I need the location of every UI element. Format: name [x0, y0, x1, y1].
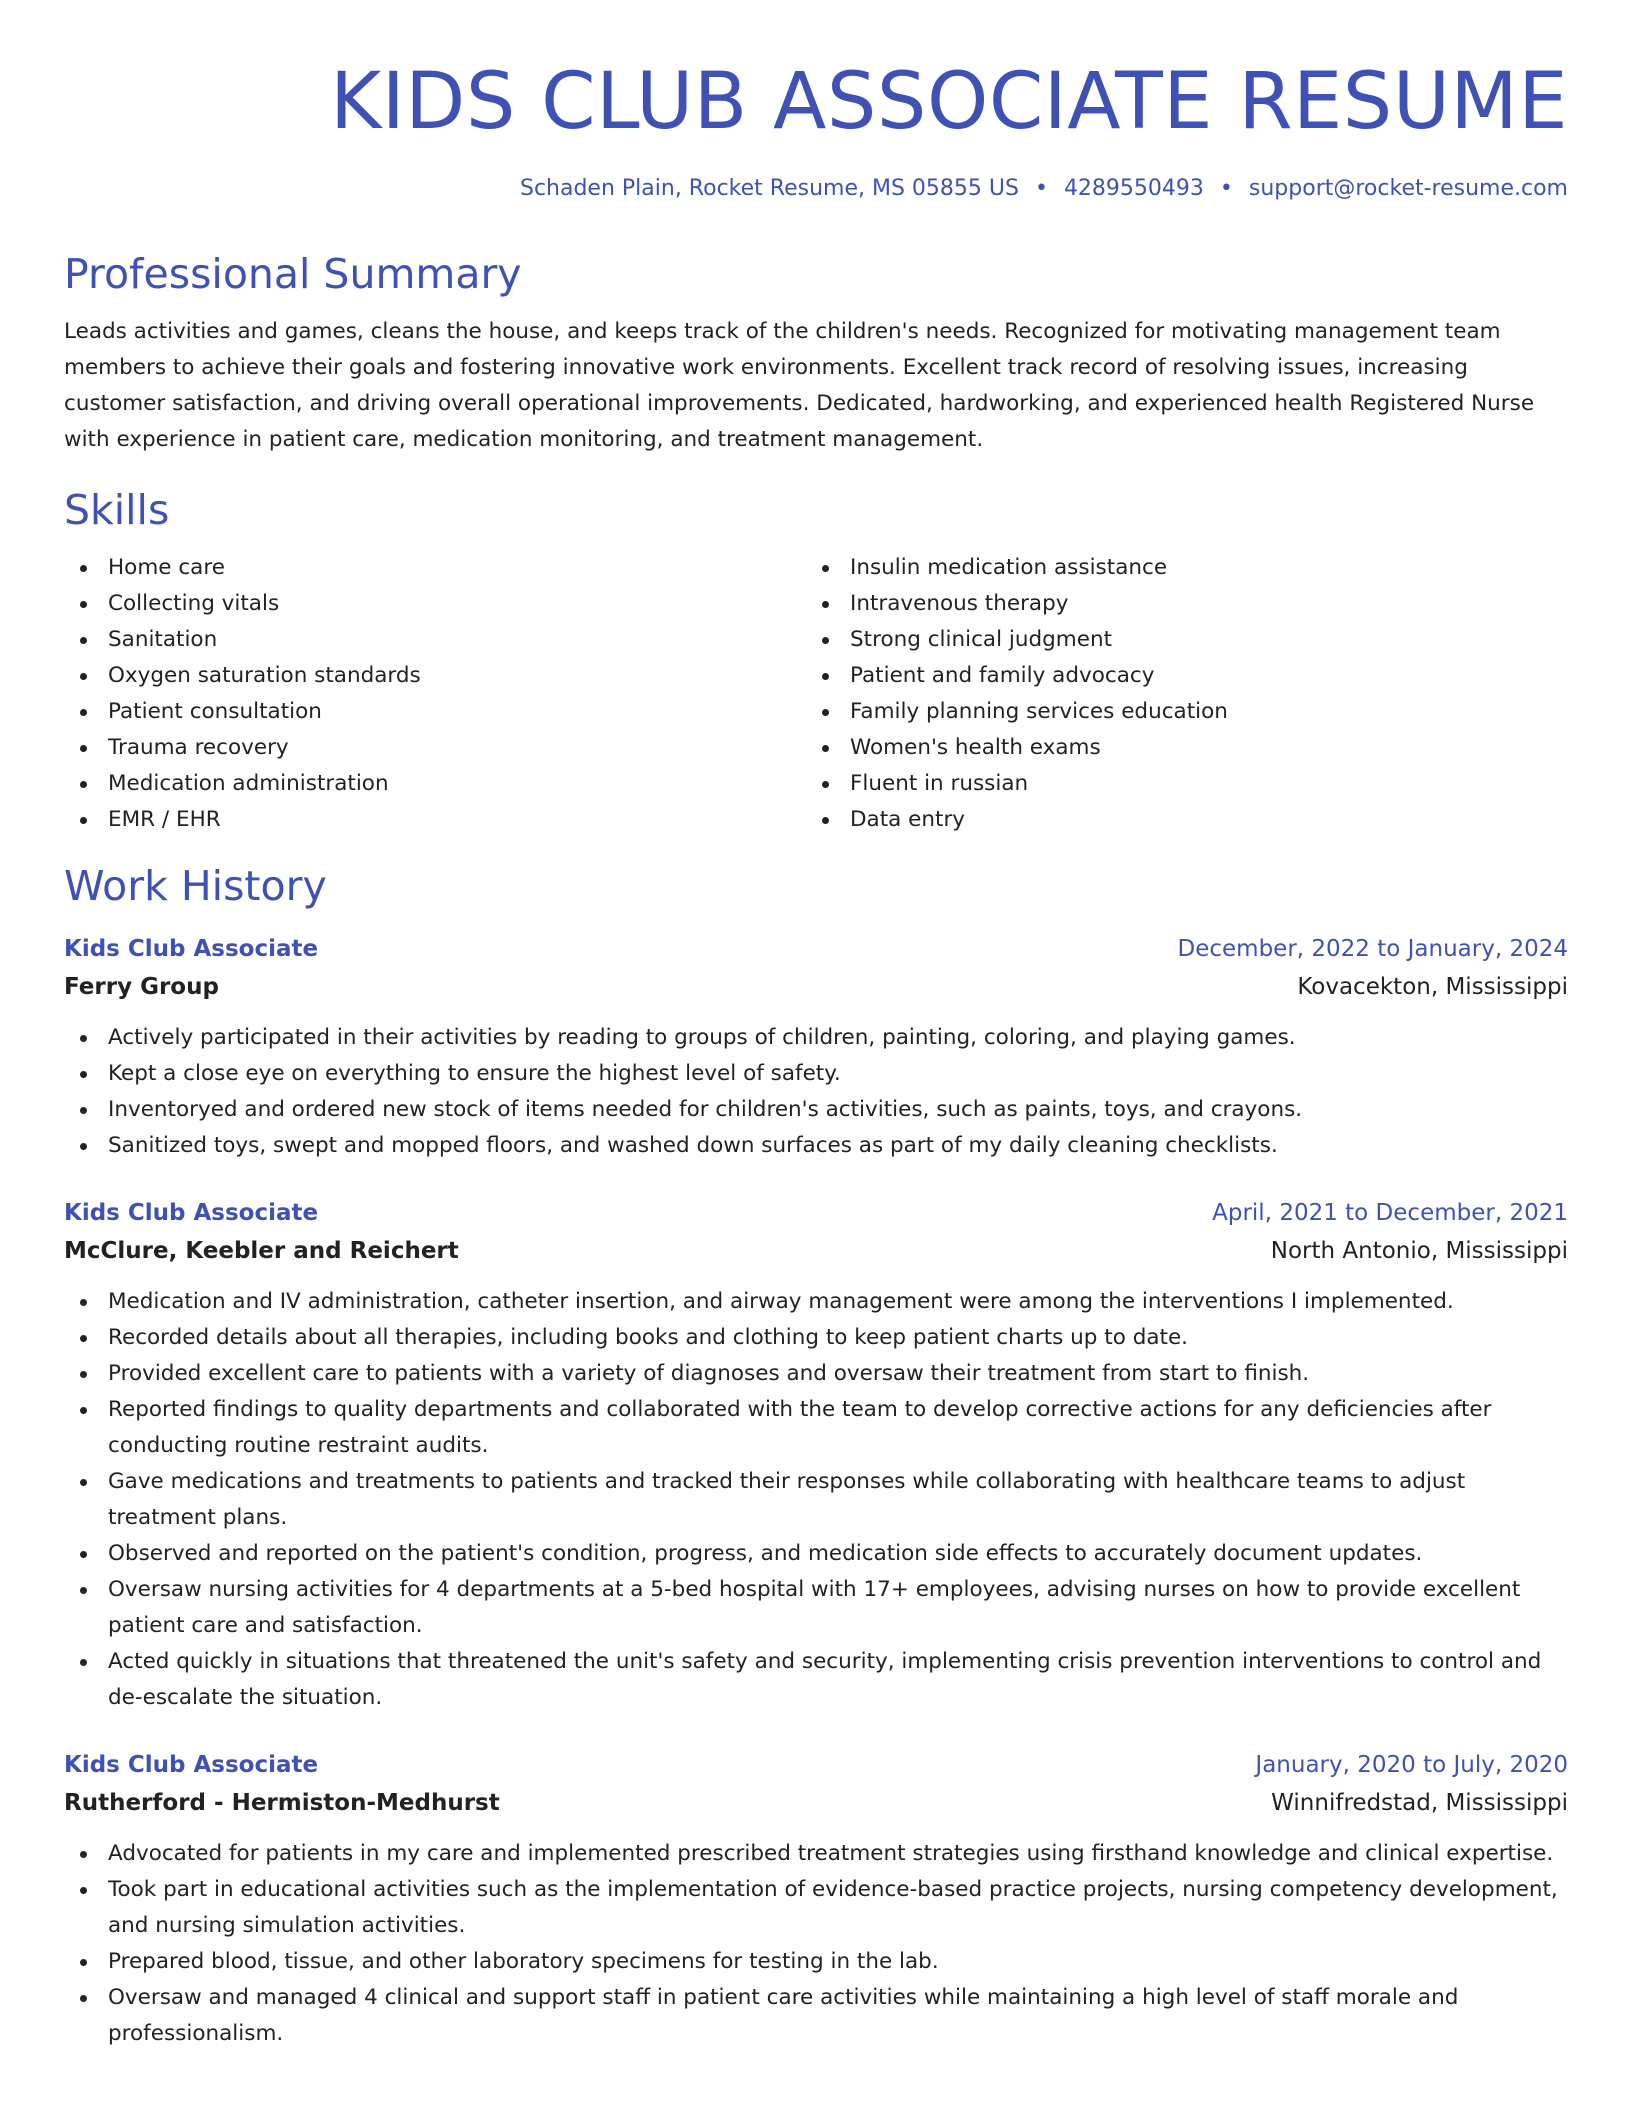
skills-list [64, 550, 1568, 838]
skills-heading: Skills [64, 486, 170, 534]
summary-text: Leads activities and games, cleans the house, and keeps track of the children's needs. Recognized for motivating management team members to achieve their goals and fostering innovative work environments. Excellent track record of resolving issues, increasing customer satisfaction, and driving overall operational improvements. Dedicated, hardworking, and experienced health Registered Nurse with experience in patient care, medication monitoring, and treatment management. [64, 319, 1535, 452]
job-title: Kids Club Associate [64, 936, 319, 962]
job-subheader [64, 1784, 1568, 1822]
job-location: Winnifredstad, Mississippi [1271, 1790, 1568, 1816]
skill-item: Trauma recovery [64, 730, 806, 766]
skill-item: Patient consultation [64, 694, 806, 730]
skill-item: Medication administration [64, 766, 806, 802]
skills-column-right [806, 550, 1548, 838]
job-bullet: Oversaw and managed 4 clinical and support staff in patient care activities while maintaining a high level of staff morale and professionalism. [64, 1980, 1568, 2052]
job-bullets [64, 1284, 1568, 1716]
job-title: Kids Club Associate [64, 1752, 319, 1778]
job-bullet: Acted quickly in situations that threatened the unit's safety and security, implementing crisis prevention interventions to control and de-escalate the situation. [64, 1644, 1568, 1716]
skill-item: Insulin medication assistance [806, 550, 1548, 586]
skills-column-left [64, 550, 806, 838]
address-text: Schaden Plain, Rocket Resume, MS 05855 US [519, 176, 1019, 201]
job-bullet: Actively participated in their activities by reading to groups of children, painting, coloring, and playing games. [64, 1020, 1568, 1056]
job-dates: December, 2022 to January, 2024 [1177, 936, 1568, 962]
skill-item: Intravenous therapy [806, 586, 1548, 622]
job-header [64, 930, 1568, 968]
skill-item: Strong clinical judgment [806, 622, 1548, 658]
job-bullet: Medication and IV administration, catheter insertion, and airway management were among the interventions I implemented. [64, 1284, 1568, 1320]
contact-line [64, 174, 1568, 204]
job-bullet: Advocated for patients in my care and implemented prescribed treatment strategies using firsthand knowledge and clinical expertise. [64, 1836, 1568, 1872]
company-name: Rutherford - Hermiston-Medhurst [64, 1790, 500, 1816]
job-bullet: Oversaw nursing activities for 4 departments at a 5-bed hospital with 17+ employees, advising nurses on how to provide excellent patient care and satisfaction. [64, 1572, 1568, 1644]
skill-item: Sanitation [64, 622, 806, 658]
job-entry [64, 930, 1568, 1164]
job-bullet: Prepared blood, tissue, and other laboratory specimens for testing in the lab. [64, 1944, 1568, 1980]
job-header [64, 1194, 1568, 1232]
job-entry [64, 1746, 1568, 2052]
skill-item: Data entry [806, 802, 1548, 838]
job-bullet: Gave medications and treatments to patients and tracked their responses while collaborating with healthcare teams to adjust treatment plans. [64, 1464, 1568, 1536]
summary-heading: Professional Summary [64, 250, 522, 298]
job-location: Kovacekton, Mississippi [1297, 974, 1568, 1000]
resume-title: KIDS CLUB ASSOCIATE RESUME [330, 57, 1568, 147]
company-name: McClure, Keebler and Reichert [64, 1238, 459, 1264]
job-bullet: Recorded details about all therapies, including books and clothing to keep patient charts up to date. [64, 1320, 1568, 1356]
skill-item: Oxygen saturation standards [64, 658, 806, 694]
job-subheader [64, 968, 1568, 1006]
job-location: North Antonio, Mississippi [1270, 1238, 1568, 1264]
job-title: Kids Club Associate [64, 1200, 319, 1226]
skill-item: Family planning services education [806, 694, 1548, 730]
email-link[interactable]: support@rocket-resume.com [1248, 176, 1568, 201]
job-bullet: Observed and reported on the patient's condition, progress, and medication side effects to accurately document updates. [64, 1536, 1568, 1572]
job-dates: April, 2021 to December, 2021 [1212, 1200, 1568, 1226]
job-header [64, 1746, 1568, 1784]
job-entry [64, 1194, 1568, 1716]
company-name: Ferry Group [64, 974, 219, 1000]
job-bullet: Took part in educational activities such as the implementation of evidence-based practice projects, nursing competency development, and nursing simulation activities. [64, 1872, 1568, 1944]
skill-item: Women's health exams [806, 730, 1548, 766]
skill-item: Patient and family advocacy [806, 658, 1548, 694]
skill-item: Collecting vitals [64, 586, 806, 622]
separator-dot: • [1219, 176, 1233, 201]
separator-dot: • [1034, 176, 1048, 201]
skill-item: Fluent in russian [806, 766, 1548, 802]
job-bullets [64, 1020, 1568, 1164]
resume-page [64, 56, 1568, 2052]
job-bullet: Provided excellent care to patients with a variety of diagnoses and oversaw their treatment from start to finish. [64, 1356, 1568, 1392]
job-bullet: Inventoryed and ordered new stock of items needed for children's activities, such as paints, toys, and crayons. [64, 1092, 1568, 1128]
job-subheader [64, 1232, 1568, 1270]
job-dates: January, 2020 to July, 2020 [1255, 1752, 1568, 1778]
job-bullets [64, 1836, 1568, 2052]
skill-item: EMR / EHR [64, 802, 806, 838]
job-bullet: Sanitized toys, swept and mopped floors, and washed down surfaces as part of my daily cleaning checklists. [64, 1128, 1568, 1164]
skill-item: Home care [64, 550, 806, 586]
work-history-heading: Work History [64, 862, 327, 910]
job-bullet: Kept a close eye on everything to ensure the highest level of safety. [64, 1056, 1568, 1092]
job-bullet: Reported findings to quality departments and collaborated with the team to develop corrective actions for any deficiencies after conducting routine restraint audits. [64, 1392, 1568, 1464]
phone-text: 4289550493 [1063, 176, 1204, 201]
